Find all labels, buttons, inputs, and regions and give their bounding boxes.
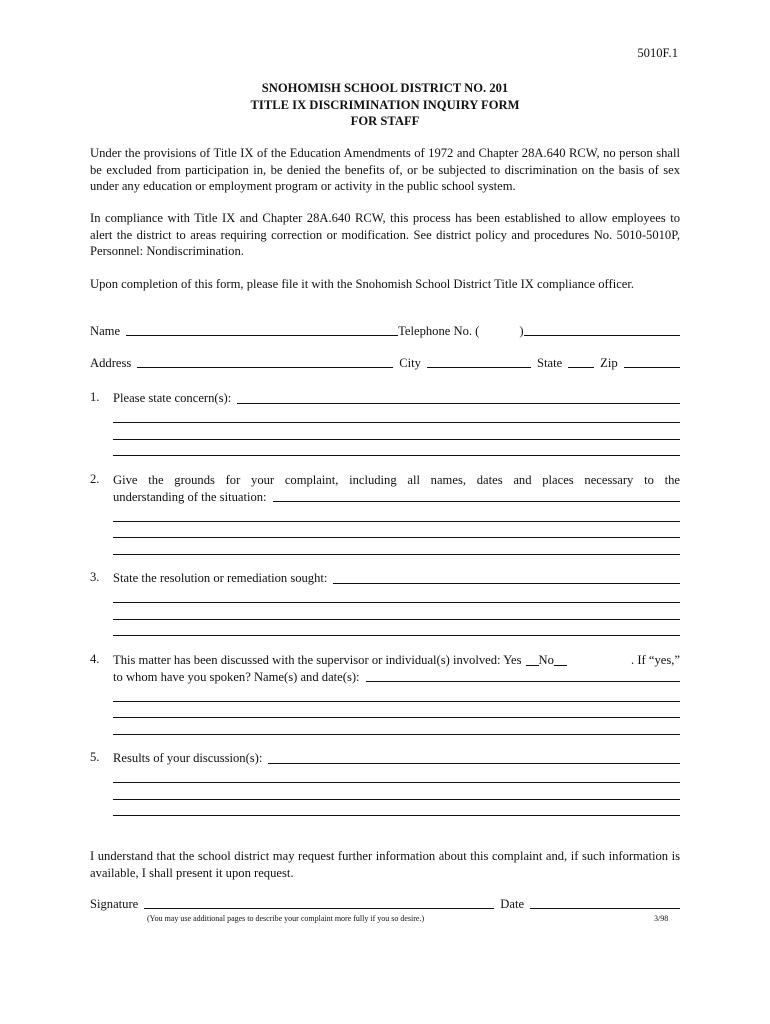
question-3-answer-line[interactable] [113, 587, 680, 604]
question-4-text-a: This matter has been discussed with the supervisor or individual(s) involved: Yes [113, 653, 522, 667]
city-field[interactable] [427, 366, 531, 368]
address-label: Address [90, 356, 132, 370]
telephone-label: Telephone No. ( [398, 324, 480, 338]
question-3-answer-line[interactable] [333, 583, 680, 584]
intro-paragraph-provisions: Under the provisions of Title IX of the Education Amendments of 1972 and Chapter 28A.640 RCW, no person shall be excluded from participation in, be denied the benefits of, or be subjected to discrimination on the basis of sex under any education or employment program or activity in the public school system. [90, 146, 680, 193]
zip-field[interactable] [624, 366, 680, 368]
question-1-answer-line[interactable] [237, 403, 680, 404]
address-row [90, 356, 680, 371]
question-4-number: 4. [90, 652, 100, 666]
question-4-answer-line[interactable] [366, 681, 680, 682]
city-label: City [399, 356, 421, 370]
footer-note: (You may use additional pages to describe your complaint more fully if you so desire.) [147, 914, 425, 923]
intro-paragraph-compliance: In compliance with Title IX and Chapter 28A.640 RCW, this process has been established to allow employees to alert the district to areas requiring correction or modification. See district policy and procedures No. 5010-5010P, Personnel: Nondiscrimination. [90, 211, 680, 258]
signature-field[interactable] [144, 907, 494, 909]
question-3-answer-line[interactable] [113, 620, 680, 637]
question-4-answer-line[interactable] [113, 685, 680, 702]
question-4-no-label: No [538, 653, 554, 667]
question-5-text: Results of your discussion(s): [113, 751, 263, 765]
state-label: State [536, 356, 563, 370]
question-4-answer-line[interactable] [113, 702, 680, 719]
closing-statement: I understand that the school district may request further information about this complaint and, if such information is available, I shall present it upon request. [90, 849, 680, 880]
question-3-answer-line[interactable] [113, 603, 680, 620]
intro-paragraph-filing: Upon completion of this form, please file it with the Snohomish School District Title IX compliance officer. [90, 277, 635, 291]
question-2-answer-line[interactable] [273, 501, 680, 502]
question-3-text: State the resolution or remediation sought: [113, 571, 328, 585]
telephone-field[interactable] [524, 334, 680, 336]
question-1-text: Please state concern(s): [113, 391, 232, 405]
yes-answer-blank[interactable] [526, 664, 539, 666]
zip-label: Zip [600, 356, 618, 370]
date-field[interactable] [530, 907, 680, 909]
question-2-answer-line[interactable] [113, 522, 680, 539]
question-1-answer-line[interactable] [113, 440, 680, 457]
question-2-text-line-1: Give the grounds for your complaint, including all names, dates and places necessary to the [113, 473, 680, 487]
form-header [90, 80, 680, 130]
question-1-answer-line[interactable] [113, 423, 680, 440]
address-field[interactable] [137, 366, 393, 368]
revision-date: 3/98 [654, 914, 669, 923]
date-label: Date [500, 897, 525, 911]
state-field[interactable] [568, 366, 594, 368]
question-4-text-c: . If “yes,” [631, 653, 680, 667]
district-name: SNOHOMISH SCHOOL DISTRICT NO. 201 [261, 81, 509, 95]
name-telephone-row [90, 324, 680, 339]
question-5-answer-line[interactable] [113, 767, 680, 784]
name-label: Name [90, 324, 121, 338]
question-5-number: 5. [90, 750, 100, 764]
signature-label: Signature [90, 897, 139, 911]
form-title: TITLE IX DISCRIMINATION INQUIRY FORM [250, 97, 520, 112]
no-answer-blank[interactable] [554, 664, 567, 666]
question-4-text-line-2: to whom have you spoken? Name(s) and date(s): [113, 669, 360, 684]
question-3-number: 3. [90, 570, 100, 584]
name-field[interactable] [126, 334, 398, 336]
question-2-number: 2. [90, 472, 100, 486]
question-5-answer-line[interactable] [113, 783, 680, 800]
signature-row [90, 897, 680, 912]
question-2-answer-line[interactable] [113, 538, 680, 555]
question-5-answer-line[interactable] [268, 763, 680, 764]
question-1-number: 1. [90, 390, 100, 404]
form-audience: FOR STAFF [350, 114, 420, 128]
telephone-close-paren: ) [519, 324, 524, 338]
question-5-answer-line[interactable] [113, 800, 680, 817]
question-1-answer-line[interactable] [113, 407, 680, 424]
question-2-answer-line[interactable] [113, 505, 680, 522]
question-2-text-line-2: understanding of the situation: [113, 489, 267, 504]
question-4-answer-line[interactable] [113, 718, 680, 735]
form-number: 5010F.1 [637, 46, 678, 60]
